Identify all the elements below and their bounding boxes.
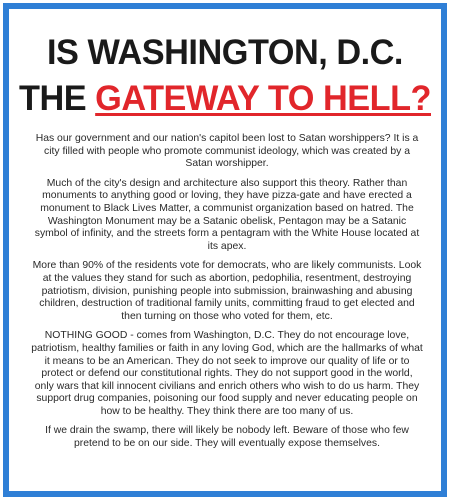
paragraph-5: If we drain the swamp, there will likely be nobody left. Beware of those who few pretend to be on our side. They will eventually expose themselves. xyxy=(45,425,409,450)
paragraph-3: More than 90% of the residents vote for democrats, who are likely communists. Look at the values they stand for such as abortion, pedophilia, resentment, destroying patriotism, division, punishing people into submission, brainwashing and abusing children, destruction of traditional family units, committing fraud to get elected and then turning on those who voted for them, etc. xyxy=(32,260,422,322)
headline-line-2 xyxy=(13,79,436,119)
paragraph-4: NOTHING GOOD - comes from Washington, D.C. They do not encourage love, patriotism, healthy families or faith in any loving God, which are the hallmarks of what it means to be an American. They do not seek to improve our quality of life or to protect or defend our constitutional rights. They do not support good in the world, only wars that kill innocent civilians and enrich others who wish to do us harm. They support drug companies, poisoning our food supply and never educating people on how to be healthy. They think there are too many of us. xyxy=(31,330,423,417)
paragraph-1: Has our government and our nation's capitol been lost to Satan worshippers? It is a city filled with people who promote communist ideology, which was created by a Satan worshipper. xyxy=(35,133,419,170)
poster-frame xyxy=(3,3,447,497)
paragraph-2: Much of the city's design and architecture also support this theory. Rather than monuments to anything good or loving, they have pizza-gate and have erected a monument to Black Lives Matter, a communist organization based on hatred. The Washington Monument may be a Satanic obelisk, Pentagon may be a Satanic symbol of infinity, and the streets form a pentagram with the White House located at its apex. xyxy=(34,177,420,252)
body-text xyxy=(31,133,423,458)
headline-accent: GATEWAY TO HELL? xyxy=(95,79,431,118)
headline-line-1: IS WASHINGTON, D.C. xyxy=(47,33,403,72)
headline-prefix: THE xyxy=(18,79,96,118)
